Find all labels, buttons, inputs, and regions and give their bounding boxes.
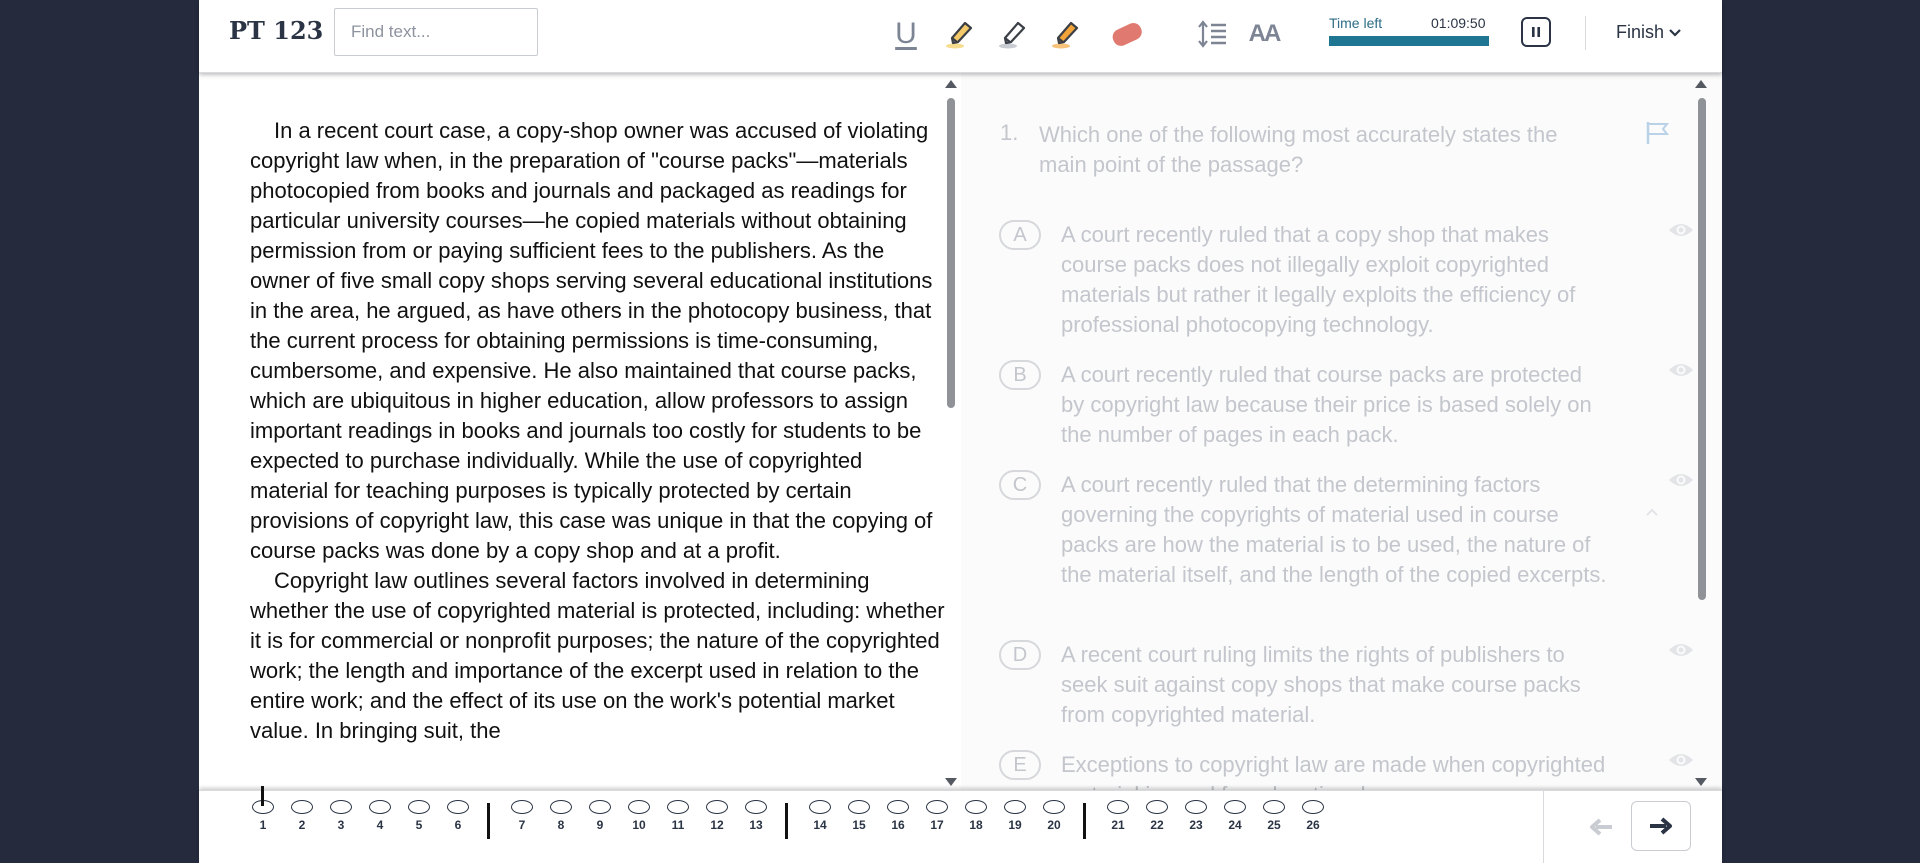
passage-scroll-up-arrow[interactable] xyxy=(945,80,957,88)
question-scroll-down-arrow[interactable] xyxy=(1695,778,1707,786)
current-question-marker xyxy=(261,786,264,806)
choice-text: A court recently ruled that the determining factors governing the copyrights of material used in course packs are how the material is to be used, the nature of the material itself, and the length of the copied excerpts. xyxy=(1061,472,1607,587)
next-question-button[interactable] xyxy=(1631,801,1691,851)
font-size-icon: AA xyxy=(1248,20,1280,47)
choice-letter: A xyxy=(999,220,1041,250)
answer-bubble xyxy=(511,800,533,814)
question-number-label: 18 xyxy=(969,818,983,832)
answer-bubble xyxy=(887,800,909,814)
question-bubble-8[interactable] xyxy=(547,800,575,832)
question-bubble-1[interactable] xyxy=(249,800,277,832)
answer-bubble xyxy=(1185,800,1207,814)
question-number-label: 7 xyxy=(518,818,526,832)
eliminate-choice-button[interactable] xyxy=(1667,640,1695,665)
question-bubble-24[interactable] xyxy=(1221,800,1249,832)
question-number-label: 11 xyxy=(671,818,685,832)
time-left-label: Time left xyxy=(1329,15,1383,31)
section-separator xyxy=(1083,803,1086,839)
question-number-label: 14 xyxy=(813,818,827,832)
question-bubble-19[interactable] xyxy=(1001,800,1029,832)
eraser-button[interactable] xyxy=(1107,14,1147,54)
answer-bubble xyxy=(628,800,650,814)
answer-bubble xyxy=(745,800,767,814)
question-number-label: 3 xyxy=(337,818,345,832)
answer-bubble xyxy=(926,800,948,814)
question-bubble-7[interactable] xyxy=(508,800,536,832)
question-number-label: 22 xyxy=(1150,818,1164,832)
answer-bubble xyxy=(589,800,611,814)
yellow-highlighter-button[interactable] xyxy=(941,14,981,54)
passage-scrollbar-thumb[interactable] xyxy=(947,98,955,408)
passage-pane[interactable] xyxy=(199,72,961,790)
passage-text[interactable] xyxy=(250,116,945,746)
answer-bubble xyxy=(1263,800,1285,814)
test-app xyxy=(199,0,1722,862)
eliminate-choice-button[interactable] xyxy=(1667,220,1695,245)
gray-highlighter-icon xyxy=(997,17,1031,51)
question-number-label: 12 xyxy=(710,818,724,832)
answer-bubble xyxy=(1107,800,1129,814)
question-bubble-11[interactable] xyxy=(664,800,692,832)
previous-question-button[interactable] xyxy=(1579,805,1623,849)
answer-bubble xyxy=(965,800,987,814)
question-bubble-4[interactable] xyxy=(366,800,394,832)
eliminate-choice-button[interactable] xyxy=(1667,360,1695,385)
choice-letter: D xyxy=(999,640,1041,670)
pause-icon xyxy=(1529,25,1543,39)
question-stem: Which one of the following most accurately states the main point of the passage? xyxy=(1039,122,1558,177)
question-bubble-3[interactable] xyxy=(327,800,355,832)
choice-text: Exceptions to copyright law are made when copyrighted xyxy=(1061,752,1606,777)
question-pane xyxy=(961,72,1722,790)
question-number-label: 1 xyxy=(259,818,267,832)
question-bubble-18[interactable] xyxy=(962,800,990,832)
choice-letter: B xyxy=(999,360,1041,390)
answer-bubble xyxy=(330,800,352,814)
answer-bubble xyxy=(1146,800,1168,814)
answer-bubble xyxy=(550,800,572,814)
choice-text: A court recently ruled that a copy shop that makes course packs does not illegally exploit copyrighted materials but rather it legally exploits the efficiency of professional photocopying technology. xyxy=(1061,222,1576,337)
question-bubble-6[interactable] xyxy=(444,800,472,832)
answer-bubble xyxy=(1224,800,1246,814)
question-number-label: 13 xyxy=(749,818,763,832)
question-bubble-15[interactable] xyxy=(845,800,873,832)
arrow-left-icon xyxy=(1588,817,1614,837)
answer-bubble xyxy=(848,800,870,814)
question-number: 1. xyxy=(1000,120,1019,145)
question-number-label: 19 xyxy=(1008,818,1022,832)
question-bubble-20[interactable] xyxy=(1040,800,1068,832)
question-number-label: 9 xyxy=(596,818,604,832)
answer-bubble xyxy=(1004,800,1026,814)
question-number-label: 6 xyxy=(454,818,462,832)
eye-icon xyxy=(1667,220,1695,240)
question-bubble-2[interactable] xyxy=(288,800,316,832)
question-number-label: 26 xyxy=(1306,818,1320,832)
line-spacing-button[interactable] xyxy=(1193,14,1233,54)
question-bubble-26[interactable] xyxy=(1299,800,1327,832)
underline-icon: U xyxy=(895,17,917,50)
choice-letter: E xyxy=(999,750,1041,780)
eye-icon xyxy=(1667,470,1695,490)
arrow-right-icon xyxy=(1648,816,1674,836)
answer-bubble xyxy=(667,800,689,814)
question-number-label: 15 xyxy=(852,818,866,832)
choice-letter: C xyxy=(999,470,1041,500)
question-bubble-13[interactable] xyxy=(742,800,770,832)
question-bubble-12[interactable] xyxy=(703,800,731,832)
answer-bubble xyxy=(447,800,469,814)
answer-bubble xyxy=(1043,800,1065,814)
question-number-label: 10 xyxy=(632,818,646,832)
answer-bubble xyxy=(369,800,391,814)
font-size-button[interactable] xyxy=(1244,14,1284,54)
question-bubble-10[interactable] xyxy=(625,800,653,832)
time-progress-fill xyxy=(1329,36,1489,46)
search-input[interactable] xyxy=(334,8,538,56)
question-bubble-21[interactable] xyxy=(1104,800,1132,832)
question-number-label: 21 xyxy=(1111,818,1125,832)
section-separator xyxy=(785,803,788,839)
orange-highlighter-button[interactable] xyxy=(1047,14,1087,54)
flag-icon xyxy=(1645,120,1671,146)
answer-bubble xyxy=(706,800,728,814)
eye-icon xyxy=(1667,640,1695,660)
question-number-label: 5 xyxy=(415,818,423,832)
question-bubble-23[interactable] xyxy=(1182,800,1210,832)
question-number-label: 23 xyxy=(1189,818,1203,832)
finish-label: Finish xyxy=(1616,22,1665,42)
eraser-icon xyxy=(1108,17,1146,51)
choice-text: A court recently ruled that course packs are protected by copyright law because their price is based solely on the number of pages in each pack. xyxy=(1061,362,1592,447)
passage-paragraph[interactable]: In a recent court case, a copy-shop owner was accused of violating copyright law when, in the preparation of "course packs"—materials photocopied from books and journals and packaged as readings for particular university courses—he copied materials without obtaining permission from or paying sufficient fees to the publishers. As the owner of five small copy shops serving several educational institutions in the area, he argued, as have others in the photocopy business, that the current process for obtaining permissions is time-consuming, cumbersome, and expensive. He also maintained that course packs, which are ubiquitous in higher education, allow professors to assign important readings in books and journals too costly for students to be expected to purchase individually. While the use of copyrighted material for teaching purposes is typically protected by certain provisions of copyright law, this case was unique in that the copying of course packs was done by a copy shop and at a profit. xyxy=(250,118,933,563)
time-left-value: 01:09:50 xyxy=(1431,15,1486,31)
pause-button[interactable] xyxy=(1521,17,1551,47)
question-bubble-16[interactable] xyxy=(884,800,912,832)
question-scrollbar-thumb[interactable] xyxy=(1698,98,1706,600)
question-bubble-5[interactable] xyxy=(405,800,433,832)
test-title: PT 123 xyxy=(229,16,324,45)
eliminate-choice-button[interactable] xyxy=(1667,750,1695,775)
question-navigator xyxy=(199,790,1722,863)
question-bubble-22[interactable] xyxy=(1143,800,1171,832)
eliminate-choice-button[interactable] xyxy=(1667,470,1695,495)
finish-button[interactable] xyxy=(1616,22,1682,43)
question-number-label: 20 xyxy=(1047,818,1061,832)
header-divider xyxy=(1585,16,1586,50)
collapse-caret-button[interactable] xyxy=(1645,504,1659,522)
answer-bubble xyxy=(408,800,430,814)
question-bubble-9[interactable] xyxy=(586,800,614,832)
question-number-label: 24 xyxy=(1228,818,1242,832)
answer-bubble xyxy=(1302,800,1324,814)
eye-icon xyxy=(1667,750,1695,770)
toolbar xyxy=(199,0,1722,73)
section-separator xyxy=(487,803,490,839)
gray-highlighter-button[interactable] xyxy=(994,14,1034,54)
underline-tool-button[interactable] xyxy=(886,14,926,54)
passage-scroll-down-arrow[interactable] xyxy=(945,778,957,786)
yellow-highlighter-icon xyxy=(944,17,978,51)
question-number-label: 25 xyxy=(1267,818,1281,832)
passage-paragraph[interactable]: Copyright law outlines several factors involved in determining whether the use of copyrighted material is protected, including: whether it is for commercial or nonprofit purposes; the nature of the copyrighted work; the length and importance of the excerpt used in relation to the entire work; and the effect of its use on the work's potential market value. In bringing suit, the xyxy=(250,568,945,743)
flag-question-button[interactable] xyxy=(1645,120,1671,151)
eye-icon xyxy=(1667,360,1695,380)
chevron-up-icon xyxy=(1645,507,1659,517)
question-bubble-14[interactable] xyxy=(806,800,834,832)
question-scroll-up-arrow[interactable] xyxy=(1695,80,1707,88)
answer-bubble xyxy=(291,800,313,814)
orange-highlighter-icon xyxy=(1050,17,1084,51)
question-number-label: 2 xyxy=(298,818,306,832)
question-bubble-17[interactable] xyxy=(923,800,951,832)
chevron-down-icon xyxy=(1668,28,1682,38)
question-number-label: 16 xyxy=(891,818,905,832)
question-number-label: 17 xyxy=(930,818,944,832)
question-number-label: 8 xyxy=(557,818,565,832)
question-number-label: 4 xyxy=(376,818,384,832)
time-progress-bar xyxy=(1329,36,1489,46)
choice-text: A recent court ruling limits the rights of publishers to seek suit against copy shops that make course packs from copyrighted material. xyxy=(1061,642,1581,727)
answer-bubble xyxy=(809,800,831,814)
line-spacing-icon xyxy=(1197,19,1229,49)
question-bubble-25[interactable] xyxy=(1260,800,1288,832)
footer-divider xyxy=(1543,791,1544,863)
